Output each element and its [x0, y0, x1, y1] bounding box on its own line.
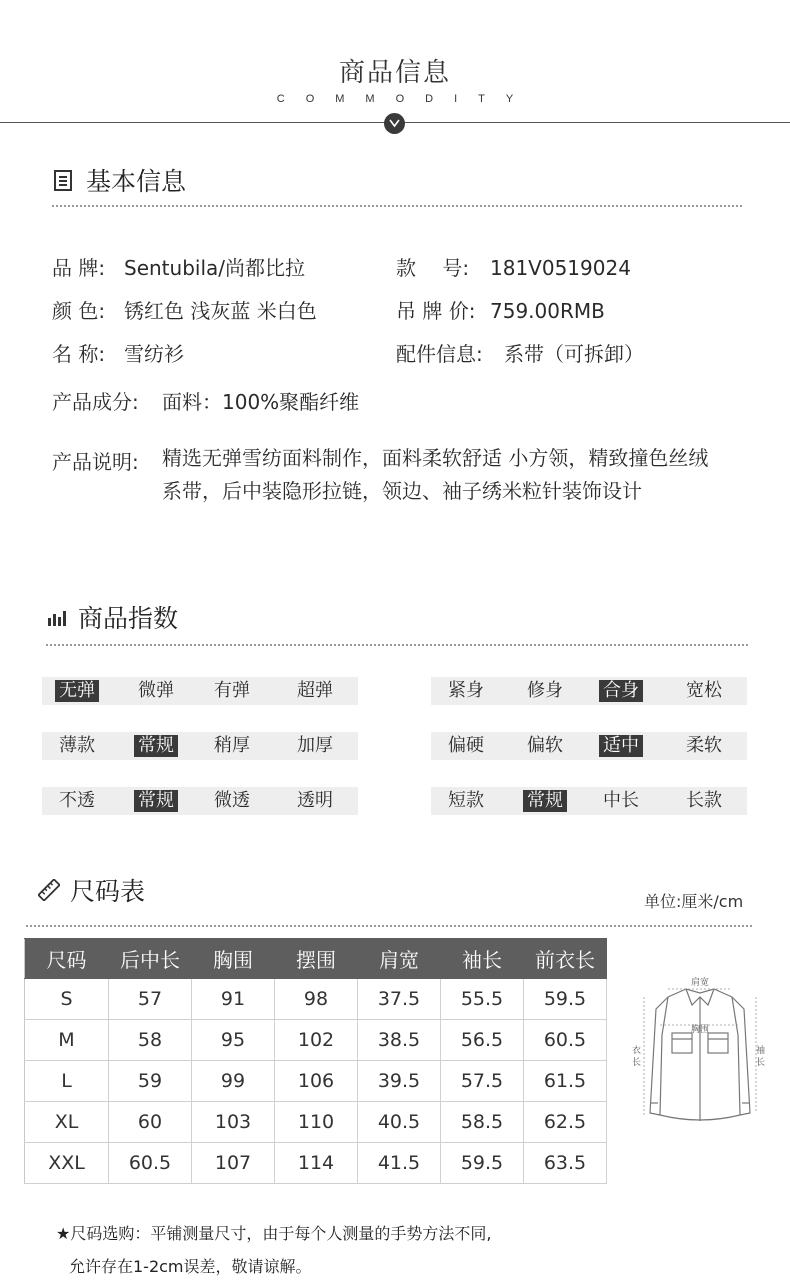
table-row: [25, 1061, 607, 1102]
sleeve-label: 袖长: [756, 1046, 766, 1068]
index-option: 有弹: [214, 680, 250, 701]
accessory-value: 系带（可拆卸）: [504, 342, 644, 366]
size-col-header: 胸围: [192, 939, 275, 979]
composition-value: 面料：100%聚酯纤维: [162, 390, 360, 414]
index-title: 商品指数: [78, 604, 179, 633]
table-row: [25, 1020, 607, 1061]
brand-label: 品 牌:: [52, 256, 106, 280]
index-option-selected: 适中: [599, 735, 643, 757]
ruler-icon: [38, 879, 60, 901]
index-option: 微弹: [138, 680, 174, 701]
table-row: [25, 1102, 607, 1143]
basic-info-title: 基本信息: [86, 167, 187, 196]
index-option: 柔软: [686, 735, 722, 756]
table-row: [25, 979, 607, 1020]
size-cell: 103: [192, 1102, 275, 1143]
size-cell: 57: [109, 979, 192, 1020]
chest-label: 胸围: [690, 1025, 710, 1035]
size-cell: 63.5: [524, 1143, 607, 1184]
size-col-header: 肩宽: [358, 939, 441, 979]
size-col-header: 摆围: [275, 939, 358, 979]
size-cell: 57.5: [441, 1061, 524, 1102]
index-bar: [431, 787, 747, 815]
description-row: [52, 446, 722, 508]
page-title: 商品信息: [338, 58, 451, 88]
index-option: 薄款: [59, 735, 95, 756]
index-option-selected: 无弹: [55, 680, 99, 702]
index-bar: [42, 787, 358, 815]
size-cell: 38.5: [358, 1020, 441, 1061]
brand-row: [52, 252, 305, 281]
size-cell: 40.5: [358, 1102, 441, 1143]
index-bar: [42, 677, 358, 705]
size-cell: 58: [109, 1020, 192, 1061]
style-row: [396, 252, 631, 281]
size-cell: 58.5: [441, 1102, 524, 1143]
size-cell: 107: [192, 1143, 275, 1184]
size-cell: 56.5: [441, 1020, 524, 1061]
document-icon: [52, 169, 74, 191]
size-cell: M: [25, 1020, 109, 1061]
color-value: 锈红色 浅灰蓝 米白色: [124, 299, 317, 323]
size-title: 尺码表: [70, 877, 146, 906]
index-option: 加厚: [297, 735, 333, 756]
index-option: 偏软: [527, 735, 563, 756]
size-cell: L: [25, 1061, 109, 1102]
size-cell: 99: [192, 1061, 275, 1102]
size-cell: 55.5: [441, 979, 524, 1020]
size-cell: 62.5: [524, 1102, 607, 1143]
name-row: [52, 338, 184, 367]
shirt-measurement-icon: [630, 975, 770, 1139]
size-cell: 95: [192, 1020, 275, 1061]
size-note-line2: 允许存在1-2cm误差，敬请谅解。: [69, 1257, 312, 1276]
index-option-selected: 常规: [134, 735, 178, 757]
index-option: 超弹: [297, 680, 333, 701]
size-col-header: 尺码: [25, 939, 109, 979]
size-col-header: 袖长: [441, 939, 524, 979]
table-row: [25, 1143, 607, 1184]
size-cell: 60: [109, 1102, 192, 1143]
index-option: 偏硬: [448, 735, 484, 756]
shoulder-label: 肩宽: [690, 978, 710, 988]
size-cell: S: [25, 979, 109, 1020]
page-subtitle: COMMODITY: [276, 93, 535, 105]
name-label: 名 称:: [52, 342, 106, 366]
description-label: 产品说明:: [52, 450, 139, 474]
index-bar: [431, 677, 747, 705]
basic-info-heading: [52, 164, 186, 196]
index-bar: [431, 732, 747, 760]
size-col-header: 后中长: [109, 939, 192, 979]
description-value: 精选无弹雪纺面料制作，面料柔软舒适 小方领，精致撞色丝绒系带，后中装隐形拉链，领边、袖子绣米粒针装饰设计: [162, 446, 709, 503]
index-option-selected: 常规: [523, 790, 567, 812]
size-cell: 59.5: [524, 979, 607, 1020]
length-label: 衣长: [632, 1046, 642, 1068]
dotted-divider: [46, 644, 748, 646]
index-option: 修身: [527, 680, 563, 701]
size-cell: 59.5: [441, 1143, 524, 1184]
index-option: 透明: [297, 790, 333, 811]
size-cell: 37.5: [358, 979, 441, 1020]
color-row: [52, 295, 317, 324]
index-option: 紧身: [448, 680, 484, 701]
price-label: 吊 牌 价:: [396, 299, 476, 323]
size-cell: 60.5: [109, 1143, 192, 1184]
size-cell: 114: [275, 1143, 358, 1184]
index-option: 微透: [214, 790, 250, 811]
index-option-selected: 常规: [134, 790, 178, 812]
size-table-header: [25, 939, 607, 979]
index-option: 宽松: [686, 680, 722, 701]
size-col-header: 前衣长: [524, 939, 607, 979]
size-cell: XXL: [25, 1143, 109, 1184]
dotted-divider: [26, 925, 752, 927]
index-option: 长款: [686, 790, 722, 811]
unit-label: 单位:厘米/cm: [644, 892, 744, 911]
size-cell: 60.5: [524, 1020, 607, 1061]
size-cell: 106: [275, 1061, 358, 1102]
accessory-row: [396, 338, 644, 367]
size-table: [24, 938, 607, 1184]
price-row: [396, 295, 605, 324]
size-cell: 59: [109, 1061, 192, 1102]
chevron-down-icon: [384, 113, 405, 134]
composition-row: [52, 386, 359, 415]
composition-label: 产品成分:: [52, 390, 139, 414]
index-heading: [46, 601, 178, 633]
name-value: 雪纺衫: [124, 342, 184, 366]
index-option: 短款: [448, 790, 484, 811]
index-option: 不透: [59, 790, 95, 811]
size-cell: 61.5: [524, 1061, 607, 1102]
style-label: 款 号:: [396, 256, 470, 280]
bar-chart-icon: [46, 606, 68, 628]
size-cell: 91: [192, 979, 275, 1020]
size-cell: 102: [275, 1020, 358, 1061]
index-option: 稍厚: [214, 735, 250, 756]
price-value: 759.00RMB: [490, 299, 605, 323]
size-cell: 41.5: [358, 1143, 441, 1184]
index-bar: [42, 732, 358, 760]
size-cell: 110: [275, 1102, 358, 1143]
index-option: 中长: [603, 790, 639, 811]
size-cell: 39.5: [358, 1061, 441, 1102]
brand-value: Sentubila/尚都比拉: [124, 256, 305, 280]
size-table-body: [25, 979, 607, 1184]
dotted-divider: [52, 205, 742, 207]
size-cell: 98: [275, 979, 358, 1020]
accessory-label: 配件信息:: [396, 342, 483, 366]
style-value: 181V0519024: [490, 256, 631, 280]
index-option-selected: 合身: [599, 680, 643, 702]
size-heading: [38, 874, 145, 906]
size-note-line1: ★尺码选购：平铺测量尺寸，由于每个人测量的手势方法不同,: [56, 1224, 492, 1243]
color-label: 颜 色:: [52, 299, 106, 323]
size-cell: XL: [25, 1102, 109, 1143]
